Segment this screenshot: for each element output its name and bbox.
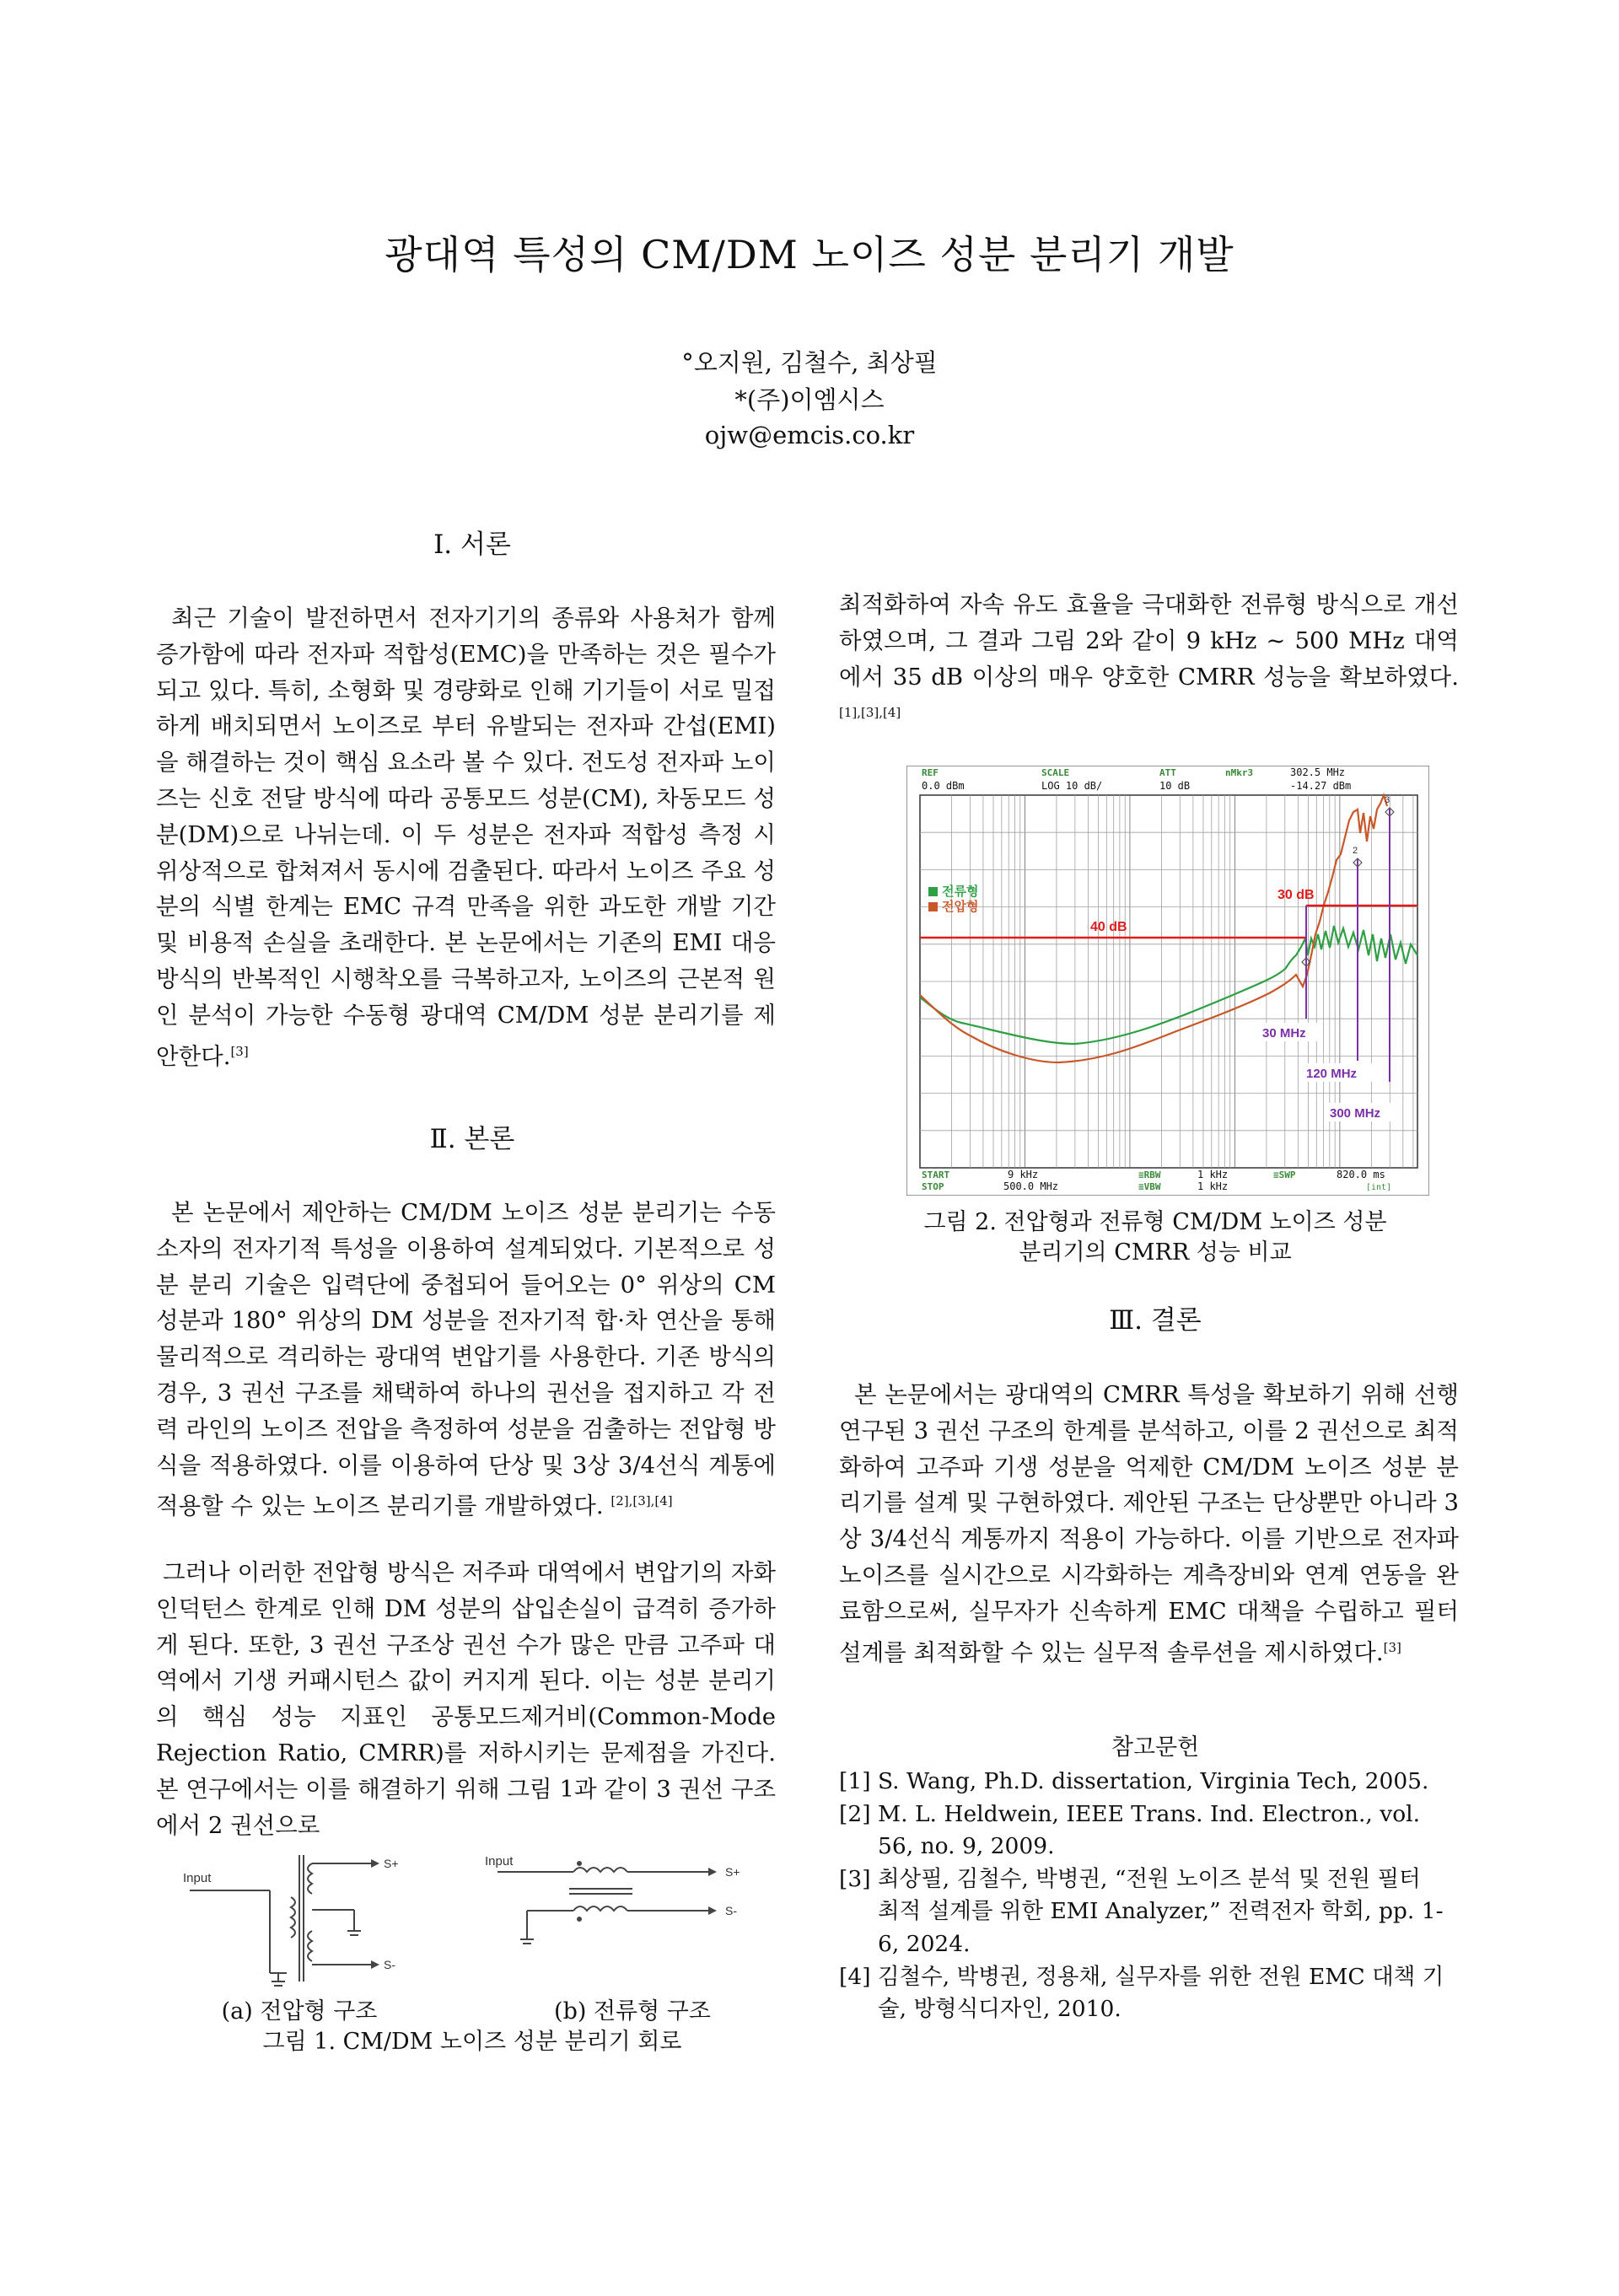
marker-3-label: 3 (1385, 795, 1390, 805)
marker-2-label: 2 (1353, 846, 1358, 856)
figure1a-caption: (a) 전압형 구조 (221, 1998, 378, 2024)
intro-paragraph: 최근 기술이 발전하면서 전자기기의 종류와 사용처가 함께 증가함에 따라 전자파 적합성(EMC)을 만족하는 것은 필수가 되고 있다. 특히, 소형화 및 경량화로 인해 기기들이 서로 밀접하게 배치되면서 노이즈로 부터 유발되는 전자파 간섭(EMI)을 해결하는 것이 핵심 요소라 볼 수 있다. 전도성 전자파 노이즈는 신호 전달 방식에 따라 공통모드 성분(CM), 차동모드 성분(DM)으로 나뉘는데. 이 두 성분은 전자파 적합성 측정 시 위상적으로 합쳐져서 동시에 검출된다. 따라서 노이즈 주요 성분의 식별 한계는 EMC 규격 만족을 위한 과도한 개발 기간 및 비용적 손실을 초래한다. 본 논문에서는 기존의 EMI 대응 방식의 반복적인 시행착오를 극복하고자, 노이즈의 근본적 원인 분석이 가능한 수동형 광대역 CM/DM 성분 분리기를 제안한다.[3] (156, 605, 776, 1070)
references-list (839, 1766, 1446, 2026)
figure1b-caption: (b) 전류형 구조 (554, 1998, 711, 2024)
legend-voltage-swatch (928, 902, 938, 911)
body-paragraph-2: 그러나 이러한 전압형 방식은 저주파 대역에서 변압기의 자화 인덕턴스 한계로 인해 DM 성분의 삽입손실이 급격히 증가하게 된다. 또한, 3 권선 구조상 권선 수가 많은 만큼 고주파 대역에서 기생 커패시턴스 값이 커지게 된다. 이는 성분 분리기의 핵심 성능 지표인 공통모드제거비(Common-Mode Rejection Ratio, CMRR)를 저하시키는 문제점을 가진다. 본 연구에서는 이를 해결하기 위해 그림 1과 같이 3 권선 구조에서 2 권선으로 (156, 1559, 776, 1839)
section-body-title: Ⅱ. 본론 (429, 1124, 515, 1154)
author-email: ojw@emcis.co.kr (704, 421, 915, 449)
reference-item: [1] S. Wang, Ph.D. dissertation, Virginia Tech, 2005. (839, 1768, 1429, 1794)
conclusion-paragraph: 본 논문에서는 광대역의 CMRR 특성을 확보하기 위해 선행 연구된 3 권선 구조의 한계를 분석하고, 이를 2 권선으로 최적화하여 고주파 기생 성분을 억제한 CM/DM 노이즈 성분 분리기를 설계 및 구현하였다. 제안된 구조는 단상뿐만 아니라 3상 3/4선식 계통까지 적용이 가능하다. 이를 기반으로 전자파 노이즈를 실시간으로 시각화하는 계측장비와 연계 연동을 완료함으로써, 실무자가 신속하게 EMC 대책을 수립하고 필터 설계를 최적화할 수 있는 실무적 솔루션을 제시하였다.[3] (839, 1381, 1459, 1666)
ftr-vbw-value: 1 kHz (1197, 1180, 1229, 1192)
hdr-mkr-freq: 302.5 MHz (1290, 766, 1346, 778)
fig1b-input-label: Input (485, 1854, 514, 1869)
annotation-30mhz: 30 MHz (1262, 1026, 1306, 1040)
hdr-scale-label: SCALE (1041, 767, 1070, 778)
section-conclusion-title: Ⅲ. 결론 (1109, 1305, 1202, 1336)
voltage-type-circuit (190, 1855, 375, 1986)
fig1b-sminus-label: S- (725, 1904, 737, 1917)
fig1a-sminus-label: S- (384, 1958, 395, 1971)
body-paragraph-1: 본 논문에서 제안하는 CM/DM 노이즈 성분 분리기는 수동 소자의 전자기적 특성을 이용하여 설계되었다. 기본적으로 성분 분리 기술은 입력단에 중첩되어 들어오는 0° 위상의 CM 성분과 180° 위상의 DM 성분을 전자기적 합·차 연산을 통해 물리적으로 격리하는 광대역 변압기를 사용한다. 기존 방식의 경우, 3 권선 구조를 채택하여 하나의 권선을 접지하고 각 전력 라인의 노이즈 전압을 측정하여 성분을 검출하는 전압형 방식을 적용하였다. 이를 이용하여 단상 및 3상 3/4선식 계통에 적용할 수 있는 노이즈 분리기를 개발하였다. [2],[3],[4] (156, 1199, 776, 1520)
fig1b-splus-label: S+ (725, 1865, 740, 1879)
current-type-circuit (498, 1868, 713, 1944)
hdr-att-value: 10 dB (1159, 780, 1191, 792)
ftr-vbw-label: ≡VBW (1138, 1181, 1161, 1192)
hdr-mkr-level: -14.27 dBm (1290, 780, 1352, 792)
hdr-att-label: ATT (1159, 767, 1176, 778)
ftr-start-label: START (922, 1170, 950, 1180)
ftr-stop-label: STOP (922, 1181, 944, 1192)
hdr-scale-value: LOG 10 dB/ (1041, 780, 1103, 792)
reference-item: [3] 최상필, 김철수, 박병권, “전원 노이즈 분석 및 전원 필터 최적 설계를 위한 EMI Analyzer,” 전력전자 학회, pp. 1-6, 2024. (839, 1865, 1444, 1957)
figure2-caption-line2: 분리기의 CMRR 성능 비교 (1019, 1239, 1292, 1266)
ftr-rbw-label: ≡RBW (1138, 1170, 1161, 1180)
figure1-circuits (173, 1847, 780, 1990)
hdr-ref-label: REF (922, 767, 939, 778)
author-names: °오지원, 김철수, 최상필 (681, 348, 938, 377)
ftr-start-value: 9 kHz (1008, 1169, 1039, 1180)
figure2-caption-line1: 그림 2. 전압형과 전류형 CM/DM 노이즈 성분 (923, 1209, 1387, 1235)
ftr-swp-value: 820.0 ms (1337, 1169, 1385, 1180)
figure1-caption: 그림 1. CM/DM 노이즈 성분 분리기 회로 (262, 2029, 682, 2055)
annotation-30db: 30 dB (1277, 888, 1315, 902)
right-paragraph: 최적화하여 자속 유도 효율을 극대화한 전류형 방식으로 개선하였으며, 그 결과 그림 2와 같이 9 kHz ~ 500 MHz 대역에서 35 dB 이상의 매우 양호한 CMRR 성능을 확보하였다.[1],[3],[4] (839, 591, 1459, 721)
figure2-spectrum-chart (906, 766, 1429, 1196)
hdr-ref-value: 0.0 dBm (922, 780, 965, 792)
section-intro-title: Ⅰ. 서론 (433, 530, 511, 560)
reference-item: [2] M. L. Heldwein, IEEE Trans. Ind. Electron., vol. 56, no. 9, 2009. (839, 1800, 1421, 1860)
legend-current-swatch (928, 887, 938, 896)
hdr-mkr-label: nMkr3 (1225, 767, 1254, 778)
fig1a-input-label: Input (183, 1871, 212, 1885)
references-title: 참고문헌 (1111, 1734, 1200, 1761)
annotation-40db: 40 dB (1090, 920, 1127, 934)
ftr-stop-value: 500.0 MHz (1003, 1180, 1059, 1192)
annotation-120mhz: 120 MHz (1306, 1067, 1358, 1081)
ftr-int-label: [int] (1366, 1183, 1392, 1192)
legend-current-label: 전류형 (942, 885, 979, 899)
legend-voltage-label: 전압형 (942, 900, 979, 914)
ftr-rbw-value: 1 kHz (1197, 1169, 1229, 1180)
ftr-swp-label: ≡SWP (1273, 1170, 1296, 1180)
fig1a-splus-label: S+ (384, 1857, 399, 1870)
paper-title: 광대역 특성의 CM/DM 노이즈 성분 분리기 개발 (385, 232, 1234, 277)
reference-item: [4] 김철수, 박병권, 정용채, 실무자를 위한 전원 EMC 대책 기술, 방형식디자인, 2010. (839, 1963, 1444, 2023)
annotation-300mhz: 300 MHz (1330, 1106, 1381, 1121)
author-affiliation: *(주)이엠시스 (734, 385, 885, 414)
